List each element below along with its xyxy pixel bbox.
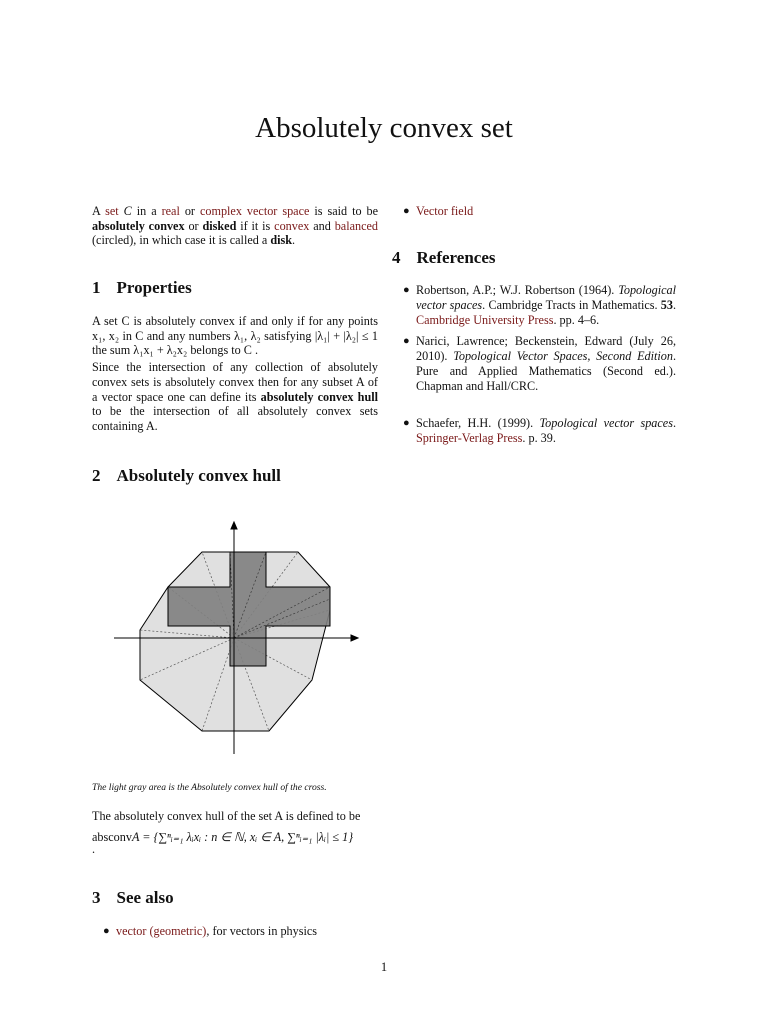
hull-formula: absconvA = {∑ⁿᵢ₌₁ λᵢxᵢ : n ∈ ℕ, xᵢ ∈ A, ∑ⁿᵢ₌₁ |λᵢ| ≤ 1} (92, 829, 354, 844)
springer-link[interactable]: Springer-Verlag Press (416, 431, 523, 445)
convex-link[interactable]: convex (274, 218, 310, 233)
figure-caption: The light gray area is the Absolutely convex hull of the cross. (92, 782, 327, 793)
balanced-link[interactable]: balanced (334, 218, 378, 233)
section-see-also-heading: 3 See also (92, 888, 174, 907)
section-hull-heading: 2 Absolutely convex hull (92, 466, 281, 485)
list-item: ● Vector field (403, 204, 474, 218)
hull-formula-end: . (92, 842, 96, 857)
real-link[interactable]: real (161, 204, 180, 218)
convex-hull-figure (112, 520, 364, 758)
cambridge-link[interactable]: Cambridge University Press (416, 313, 554, 327)
figure-caption-wrap (92, 782, 378, 793)
reference-item: ● Robertson, A.P.; W.J. Robertson (1964). Topological vector spaces. Cambridge Tracts in Mathematics. 53. Cambridge University Press. pp. 4–6. (403, 283, 676, 327)
reference-item: ● Narici, Lawrence; Beckenstein, Edward (July 26, 2010). Topological Vector Spaces, Second Edition. Pure and Applied Mathematics (Second ed.). Chapman and Hall/CRC. (403, 334, 677, 393)
references-list (392, 283, 676, 446)
properties-body (92, 314, 378, 434)
intro-paragraph: A set C in a real or complex vector space is said to be absolutely convex or disked if it is convex and balanced (circled), in which case it is called a disk. (92, 204, 379, 248)
reference-item: ● Schaefer, H.H. (1999). Topological vector spaces. Springer-Verlag Press. p. 39. (403, 416, 676, 445)
page-title: Absolutely convex set (255, 112, 513, 144)
page-number: 1 (380, 960, 388, 974)
section-references-heading: 4 References (392, 248, 496, 267)
vector-field-link[interactable]: Vector field (416, 204, 474, 218)
see-also-list-right (392, 204, 676, 219)
vector-geometric-link[interactable]: vector (geometric) (116, 924, 207, 938)
set-link[interactable]: set (105, 204, 119, 218)
see-also-list-left (92, 924, 378, 939)
properties-para-2: Since the intersection of any collection of absolutely convex sets is absolutely convex then for any subset A of a vector space one can define its absolutely convex hull to be the intersection of all absolutely convex sets containing A. (92, 360, 378, 433)
properties-para-1: A set C is absolutely convex if and only if for any points x₁, x₂ in C and any numbers λ₁, λ₂ satisfying |λ₁| + |λ₂| ≤ 1 the sum λ₁x₁ + λ₂x₂ belongs to C . (92, 314, 378, 358)
list-item: ● vector (geometric), for vectors in physics (103, 924, 318, 938)
hull-def-text: The absolutely convex hull of the set A is defined to be (92, 809, 361, 823)
section-properties-heading: 1 Properties (92, 278, 192, 297)
hull-definition (92, 809, 378, 857)
complex-vector-space-link[interactable]: complex vector space (199, 204, 310, 218)
